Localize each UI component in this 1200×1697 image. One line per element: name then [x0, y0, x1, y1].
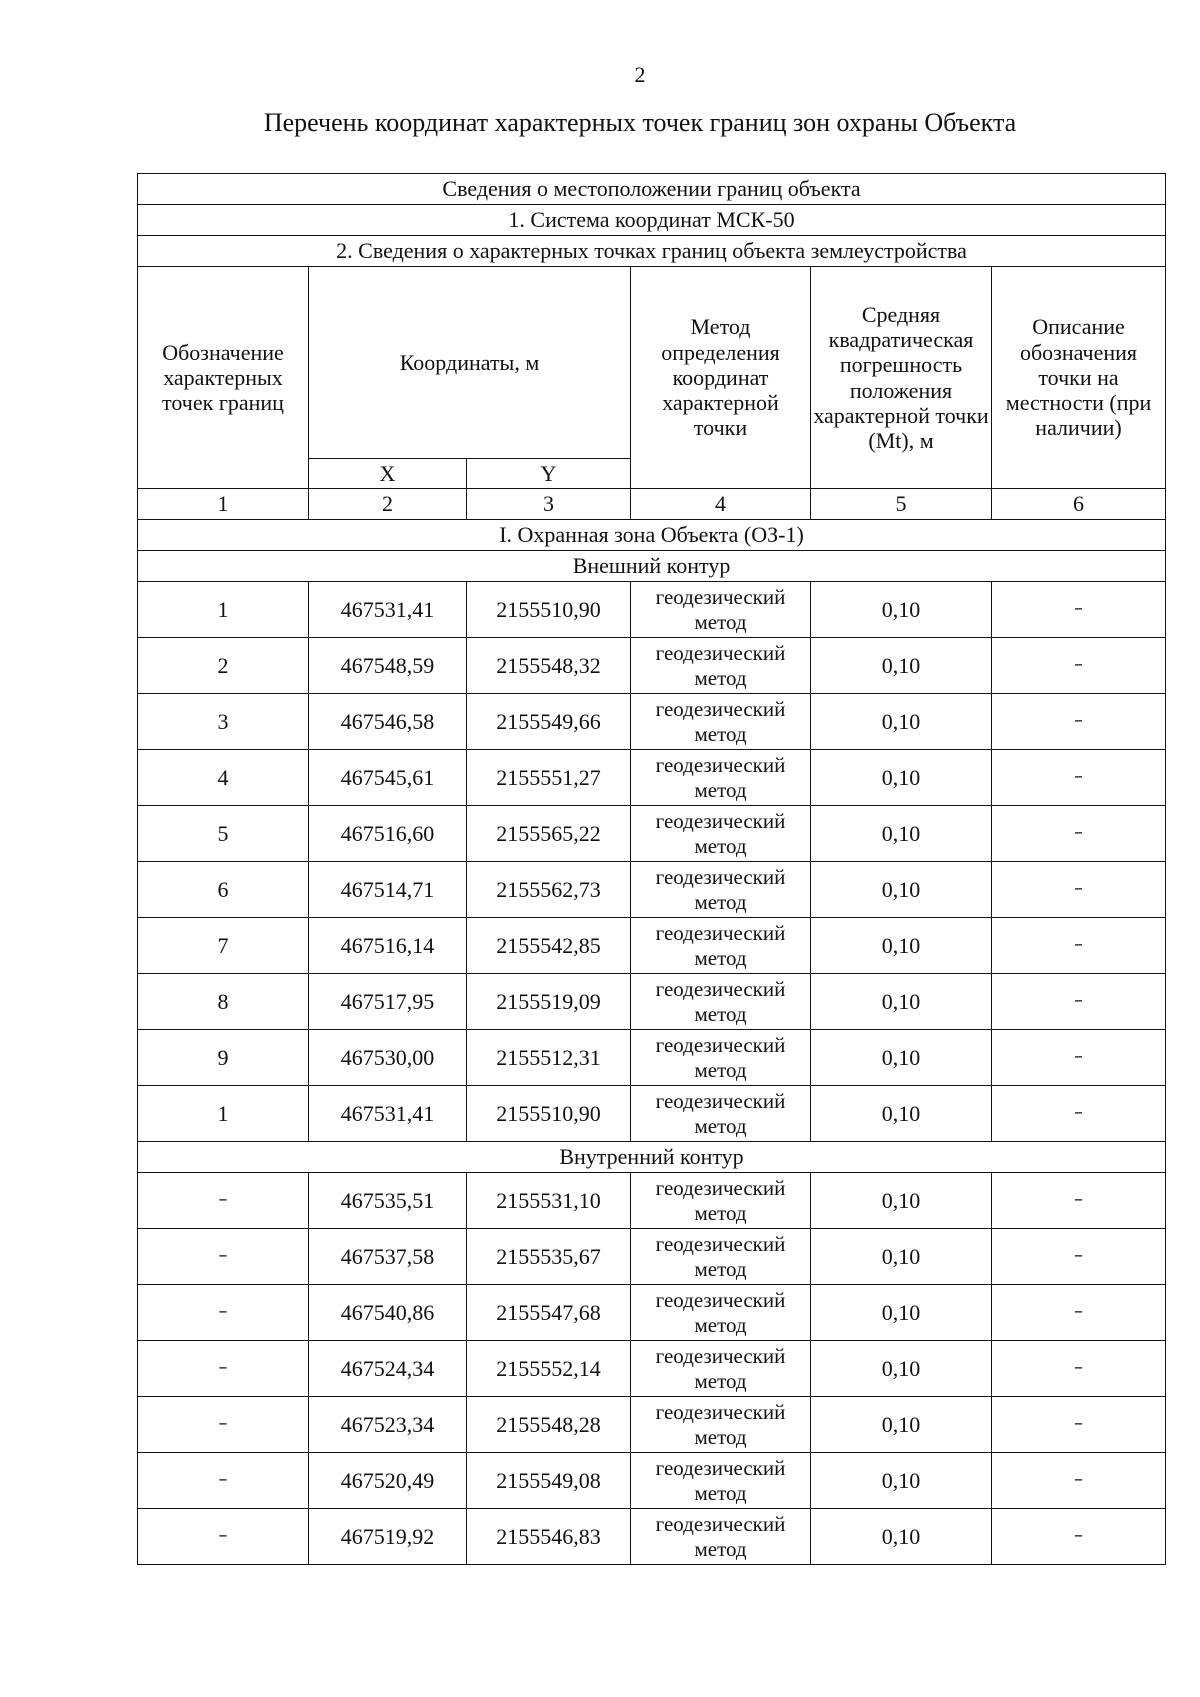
y-coordinate-cell: 2155549,08 [467, 1453, 631, 1509]
method-cell: геодезический метод [631, 1285, 811, 1341]
table-header-row [138, 205, 1166, 236]
method-cell: геодезический метод [631, 1030, 811, 1086]
method-cell: геодезический метод [631, 1397, 811, 1453]
x-coordinate-cell: 467516,60 [309, 806, 467, 862]
column-number: 5 [811, 489, 992, 520]
error-cell: 0,10 [811, 1341, 992, 1397]
table-row [138, 1509, 1166, 1565]
method-cell: геодезический метод [631, 918, 811, 974]
point-cell: – [138, 1341, 309, 1397]
outer-contour-title: Внешний контур [138, 551, 1166, 582]
y-coordinate-cell: 2155542,85 [467, 918, 631, 974]
x-coordinate-cell: 467546,58 [309, 694, 467, 750]
column-number: 1 [138, 489, 309, 520]
y-coordinate-cell: 2155548,32 [467, 638, 631, 694]
table-row [138, 1229, 1166, 1285]
y-coordinate-cell: 2155551,27 [467, 750, 631, 806]
error-cell: 0,10 [811, 974, 992, 1030]
description-cell: – [992, 1229, 1166, 1285]
y-coordinate-cell: 2155547,68 [467, 1285, 631, 1341]
method-cell: геодезический метод [631, 1229, 811, 1285]
table-row [138, 1030, 1166, 1086]
page-number: 2 [634, 62, 646, 87]
y-coordinate-cell: 2155519,09 [467, 974, 631, 1030]
error-cell: 0,10 [811, 862, 992, 918]
method-cell: геодезический метод [631, 694, 811, 750]
header-coordinate-system: 1. Система координат МСК-50 [138, 205, 1166, 236]
point-cell: – [138, 1397, 309, 1453]
y-coordinate-cell: 2155531,10 [467, 1173, 631, 1229]
table-body [138, 174, 1166, 1565]
description-cell: – [992, 694, 1166, 750]
table-row [138, 694, 1166, 750]
point-cell: 7 [138, 918, 309, 974]
column-number: 6 [992, 489, 1166, 520]
description-cell: – [992, 638, 1166, 694]
column-number: 2 [309, 489, 467, 520]
column-header-method: Метод определения координат характерной точки [631, 267, 811, 489]
x-coordinate-cell: 467523,34 [309, 1397, 467, 1453]
table-header-row [138, 174, 1166, 205]
coordinates-table [137, 173, 1166, 1565]
zone-title: I. Охранная зона Объекта (ОЗ-1) [138, 520, 1166, 551]
column-number-row [138, 489, 1166, 520]
point-cell: 5 [138, 806, 309, 862]
error-cell: 0,10 [811, 638, 992, 694]
point-cell: 4 [138, 750, 309, 806]
table-row [138, 974, 1166, 1030]
outer-contour-title-row [138, 551, 1166, 582]
description-cell: – [992, 862, 1166, 918]
error-cell: 0,10 [811, 1509, 992, 1565]
description-cell: – [992, 1397, 1166, 1453]
x-coordinate-cell: 467530,00 [309, 1030, 467, 1086]
error-cell: 0,10 [811, 1173, 992, 1229]
column-header-coordinates: Координаты, м [309, 267, 631, 459]
method-cell: геодезический метод [631, 1341, 811, 1397]
header-boundary-points-info: 2. Сведения о характерных точках границ объекта землеустройства [138, 236, 1166, 267]
description-cell: – [992, 1285, 1166, 1341]
error-cell: 0,10 [811, 1453, 992, 1509]
description-cell: – [992, 974, 1166, 1030]
point-cell: 1 [138, 582, 309, 638]
description-cell: – [992, 1453, 1166, 1509]
column-header-x: X [309, 459, 467, 489]
inner-contour-title-row [138, 1142, 1166, 1173]
point-cell: 8 [138, 974, 309, 1030]
method-cell: геодезический метод [631, 1453, 811, 1509]
error-cell: 0,10 [811, 694, 992, 750]
error-cell: 0,10 [811, 1285, 992, 1341]
y-coordinate-cell: 2155535,67 [467, 1229, 631, 1285]
table-row [138, 918, 1166, 974]
y-coordinate-cell: 2155565,22 [467, 806, 631, 862]
point-cell: 2 [138, 638, 309, 694]
zone-title-row [138, 520, 1166, 551]
x-coordinate-cell: 467531,41 [309, 582, 467, 638]
method-cell: геодезический метод [631, 974, 811, 1030]
y-coordinate-cell: 2155552,14 [467, 1341, 631, 1397]
y-coordinate-cell: 2155546,83 [467, 1509, 631, 1565]
method-cell: геодезический метод [631, 862, 811, 918]
x-coordinate-cell: 467545,61 [309, 750, 467, 806]
table-row [138, 1086, 1166, 1142]
description-cell: – [992, 582, 1166, 638]
description-cell: – [992, 1173, 1166, 1229]
error-cell: 0,10 [811, 582, 992, 638]
method-cell: геодезический метод [631, 1173, 811, 1229]
x-coordinate-cell: 467524,34 [309, 1341, 467, 1397]
column-header-description: Описание обозначения точки на местности (при наличии) [992, 267, 1166, 489]
point-cell: – [138, 1453, 309, 1509]
point-cell: 1 [138, 1086, 309, 1142]
header-location-info: Сведения о местоположении границ объекта [138, 174, 1166, 205]
error-cell: 0,10 [811, 1030, 992, 1086]
x-coordinate-cell: 467548,59 [309, 638, 467, 694]
description-cell: – [992, 918, 1166, 974]
description-cell: – [992, 806, 1166, 862]
error-cell: 0,10 [811, 918, 992, 974]
column-header-y: Y [467, 459, 631, 489]
method-cell: геодезический метод [631, 750, 811, 806]
point-cell: – [138, 1285, 309, 1341]
error-cell: 0,10 [811, 1229, 992, 1285]
y-coordinate-cell: 2155549,66 [467, 694, 631, 750]
column-number: 3 [467, 489, 631, 520]
method-cell: геодезический метод [631, 1086, 811, 1142]
y-coordinate-cell: 2155510,90 [467, 1086, 631, 1142]
inner-contour-title: Внутренний контур [138, 1142, 1166, 1173]
x-coordinate-cell: 467520,49 [309, 1453, 467, 1509]
table-row [138, 582, 1166, 638]
description-cell: – [992, 1509, 1166, 1565]
table-row [138, 1285, 1166, 1341]
point-cell: 3 [138, 694, 309, 750]
point-cell: 9 [138, 1030, 309, 1086]
table-row [138, 806, 1166, 862]
page-title: Перечень координат характерных точек границ зон охраны Объекта [263, 108, 1017, 137]
error-cell: 0,10 [811, 1086, 992, 1142]
error-cell: 0,10 [811, 1397, 992, 1453]
point-cell: – [138, 1509, 309, 1565]
method-cell: геодезический метод [631, 1509, 811, 1565]
x-coordinate-cell: 467516,14 [309, 918, 467, 974]
column-header-row [138, 267, 1166, 459]
error-cell: 0,10 [811, 750, 992, 806]
method-cell: геодезический метод [631, 638, 811, 694]
method-cell: геодезический метод [631, 806, 811, 862]
method-cell: геодезический метод [631, 582, 811, 638]
column-header-error: Средняя квадратическая погрешность положения характерной точки (Mt), м [811, 267, 992, 489]
table-row [138, 1453, 1166, 1509]
x-coordinate-cell: 467540,86 [309, 1285, 467, 1341]
column-header-point: Обозначение характерных точек границ [138, 267, 309, 489]
table-row [138, 750, 1166, 806]
x-coordinate-cell: 467514,71 [309, 862, 467, 918]
description-cell: – [992, 1341, 1166, 1397]
column-number: 4 [631, 489, 811, 520]
error-cell: 0,10 [811, 806, 992, 862]
x-coordinate-cell: 467535,51 [309, 1173, 467, 1229]
point-cell: – [138, 1173, 309, 1229]
point-cell: 6 [138, 862, 309, 918]
x-coordinate-cell: 467531,41 [309, 1086, 467, 1142]
description-cell: – [992, 1030, 1166, 1086]
description-cell: – [992, 750, 1166, 806]
y-coordinate-cell: 2155510,90 [467, 582, 631, 638]
table-row [138, 638, 1166, 694]
y-coordinate-cell: 2155548,28 [467, 1397, 631, 1453]
x-coordinate-cell: 467537,58 [309, 1229, 467, 1285]
point-cell: – [138, 1229, 309, 1285]
y-coordinate-cell: 2155512,31 [467, 1030, 631, 1086]
table-row [138, 862, 1166, 918]
x-coordinate-cell: 467519,92 [309, 1509, 467, 1565]
y-coordinate-cell: 2155562,73 [467, 862, 631, 918]
table-row [138, 1341, 1166, 1397]
table-row [138, 1397, 1166, 1453]
table-row [138, 1173, 1166, 1229]
table-header-row [138, 236, 1166, 267]
description-cell: – [992, 1086, 1166, 1142]
x-coordinate-cell: 467517,95 [309, 974, 467, 1030]
